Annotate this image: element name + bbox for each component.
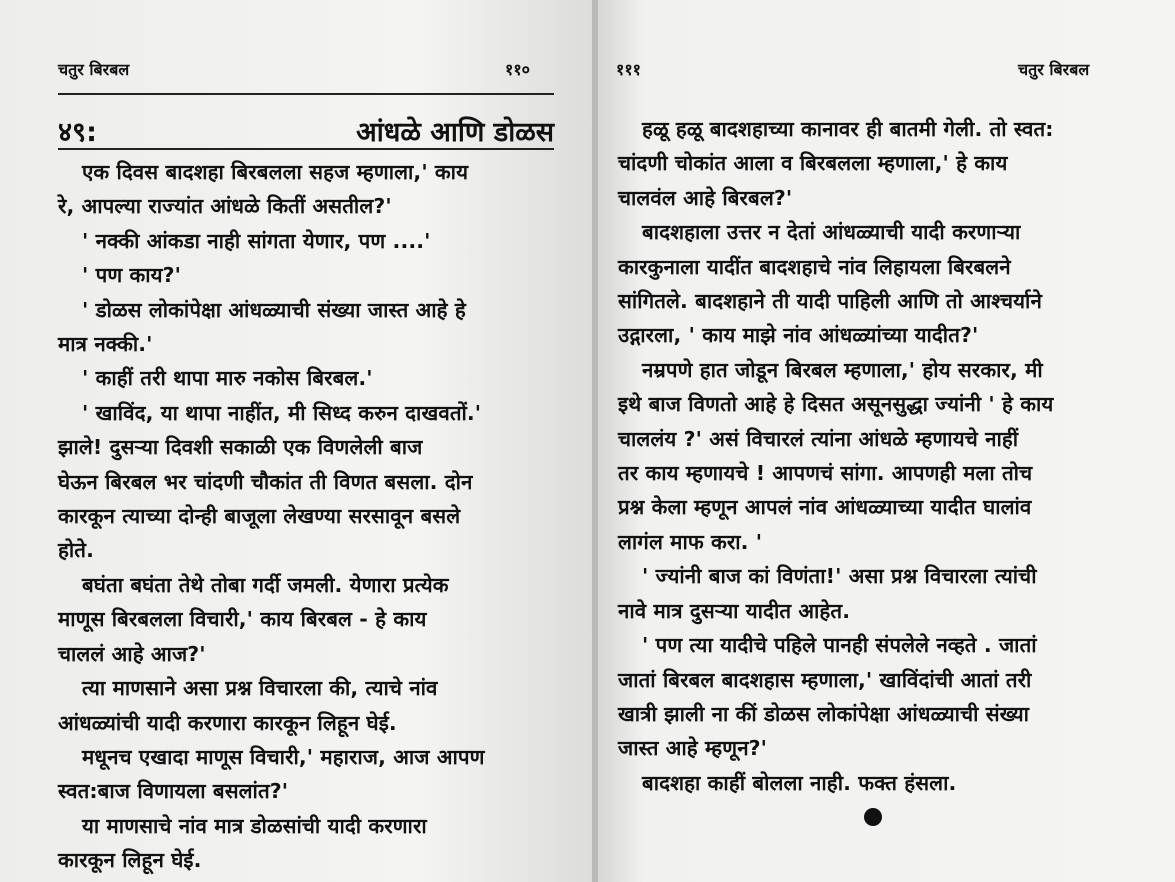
chapter-title: आंधळे आणि डोळस — [356, 117, 554, 148]
text-line: बघंता बघंता तेथे तोबा गर्दी जमली. येणारा प्रत्येक — [82, 572, 449, 597]
text-line: या माणसाचे नांव मात्र डोळसांची यादी करणारा — [82, 813, 427, 838]
text-line: स्वत:बाज विणायला बसलांत?' — [58, 779, 289, 804]
text-line: ' पण काय?' — [82, 263, 182, 288]
text-line: लागंल माफ करा. ' — [618, 529, 763, 554]
text-line: ' डोळस लोकांपेक्षा आंधळ्याची संख्या जास्त आहे हे — [82, 297, 466, 322]
text-line: आंधळ्यांची यादी करणारा कारकून लिहून घेई. — [58, 710, 397, 735]
text-line: एक दिवस बादशहा बिरबलला सहज म्हणाला,' काय — [82, 160, 469, 184]
text-line: झाले! दुसऱ्या दिवशी सकाळी एक विणलेली बाज — [58, 435, 423, 460]
text-line: होते. — [58, 538, 94, 563]
text-line: सांगितले. बादशहाने ती यादी पाहिली आणि तो आश्चर्याने — [618, 289, 1042, 314]
text-line: ' काहीं तरी थापा मारु नकोस बिरबल.' — [82, 366, 373, 391]
text-line: मधूनच एखादा माणूस विचारी,' महाराज, आज आपण — [82, 744, 485, 769]
left-running-title: चतुर बिरबल — [58, 60, 130, 79]
text-line: बादशहा काहीं बोलला नाही. फक्त हंसला. — [642, 770, 957, 795]
text-line: रे, आपल्या राज्यांत आंधळे कितीं असतील?' — [58, 194, 392, 219]
right-page — [598, 0, 1175, 882]
text-line: ' खाविंद, या थापा नाहींत, मी सिध्द करुन दाखवतों.' — [82, 400, 482, 425]
text-line: मात्र नक्की.' — [58, 332, 153, 357]
text-line: इथे बाज विणतो आहे हे दिसत असूनसुद्धा ज्यांनी ' हे काय — [618, 392, 1054, 417]
text-line: चाललं आहे आज?' — [58, 641, 206, 666]
right-page-number: १११ — [616, 60, 641, 79]
right-body-text — [618, 112, 1168, 800]
text-line: तर काय म्हणायचे ! आपणचं सांगा. आपणही मला तोच — [618, 461, 1033, 486]
text-line: जास्त आहे म्हणून?' — [618, 736, 768, 761]
left-body-text — [58, 155, 558, 878]
text-line: चालवंल आहे बिरबल?' — [618, 185, 793, 210]
text-line: जातां बिरबल बादशहास म्हणाला,' खाविंदांची आतां तरी — [618, 667, 1032, 692]
text-line: नम्रपणे हात जोडून बिरबल म्हणाला,' होय सरकार, मी — [642, 357, 1043, 382]
right-running-title: चतुर बिरबल — [1018, 60, 1090, 79]
text-line: उद्गारला, ' काय माझे नांव आंधळ्यांच्या यादीत?' — [618, 323, 979, 348]
text-line: कारकुनाला यादींत बादशहाचे नांव लिहायला बिरबलने — [618, 254, 1011, 279]
text-line: हळू हळू बादशहाच्या कानावर ही बातमी गेली. तो स्वत: — [642, 117, 1054, 141]
text-line: त्या माणसाने असा प्रश्न विचारला की, त्याचे नांव — [82, 676, 438, 701]
chapter-heading — [58, 112, 554, 149]
text-line: माणूस बिरबलला विचारी,' काय बिरबल - हे काय — [58, 607, 427, 632]
text-line: कारकून लिहून घेई. — [58, 848, 202, 873]
chapter-number: ४९: — [58, 117, 97, 148]
left-header-rule — [58, 93, 554, 95]
left-page-number: ११० — [505, 60, 530, 79]
text-line: चाललंय ?' असं विचारलं त्यांना आंधळे म्हणायचे नाहीं — [618, 426, 1019, 451]
end-ornament-dot — [864, 808, 882, 826]
text-line: ' नक्की आंकडा नाही सांगता येणार, पण ....' — [82, 228, 431, 253]
text-line: कारकून त्याच्या दोन्ही बाजूला लेखण्या सरसावून बसले — [58, 504, 461, 529]
text-line: चांदणी चोकांत आला व बिरबलला म्हणाला,' हे काय — [618, 151, 1008, 176]
text-line: बादशहाला उत्तर न देतां आंधळ्याची यादी करणाऱ्या — [642, 220, 1021, 245]
text-line: घेऊन बिरबल भर चांदणी चौकांत ती विणत बसला. दोन — [58, 469, 473, 494]
text-line: प्रश्न केला म्हणून आपलं नांव आंधळ्याच्या यादीत घालांव — [618, 495, 1032, 520]
chapter-rule — [58, 148, 554, 150]
text-line: नावे मात्र दुसऱ्या यादीत आहेत. — [618, 598, 851, 623]
text-line: ' ज्यांनी बाज कां विणंता!' असा प्रश्न विचारला त्यांची — [642, 564, 1037, 589]
text-line: ' पण त्या यादीचे पहिले पानही संपलेले नव्हते . जातां — [642, 633, 1037, 658]
text-line: खात्री झाली ना कीं डोळस लोकांपेक्षा आंधळ्याची संख्या — [618, 701, 1030, 726]
